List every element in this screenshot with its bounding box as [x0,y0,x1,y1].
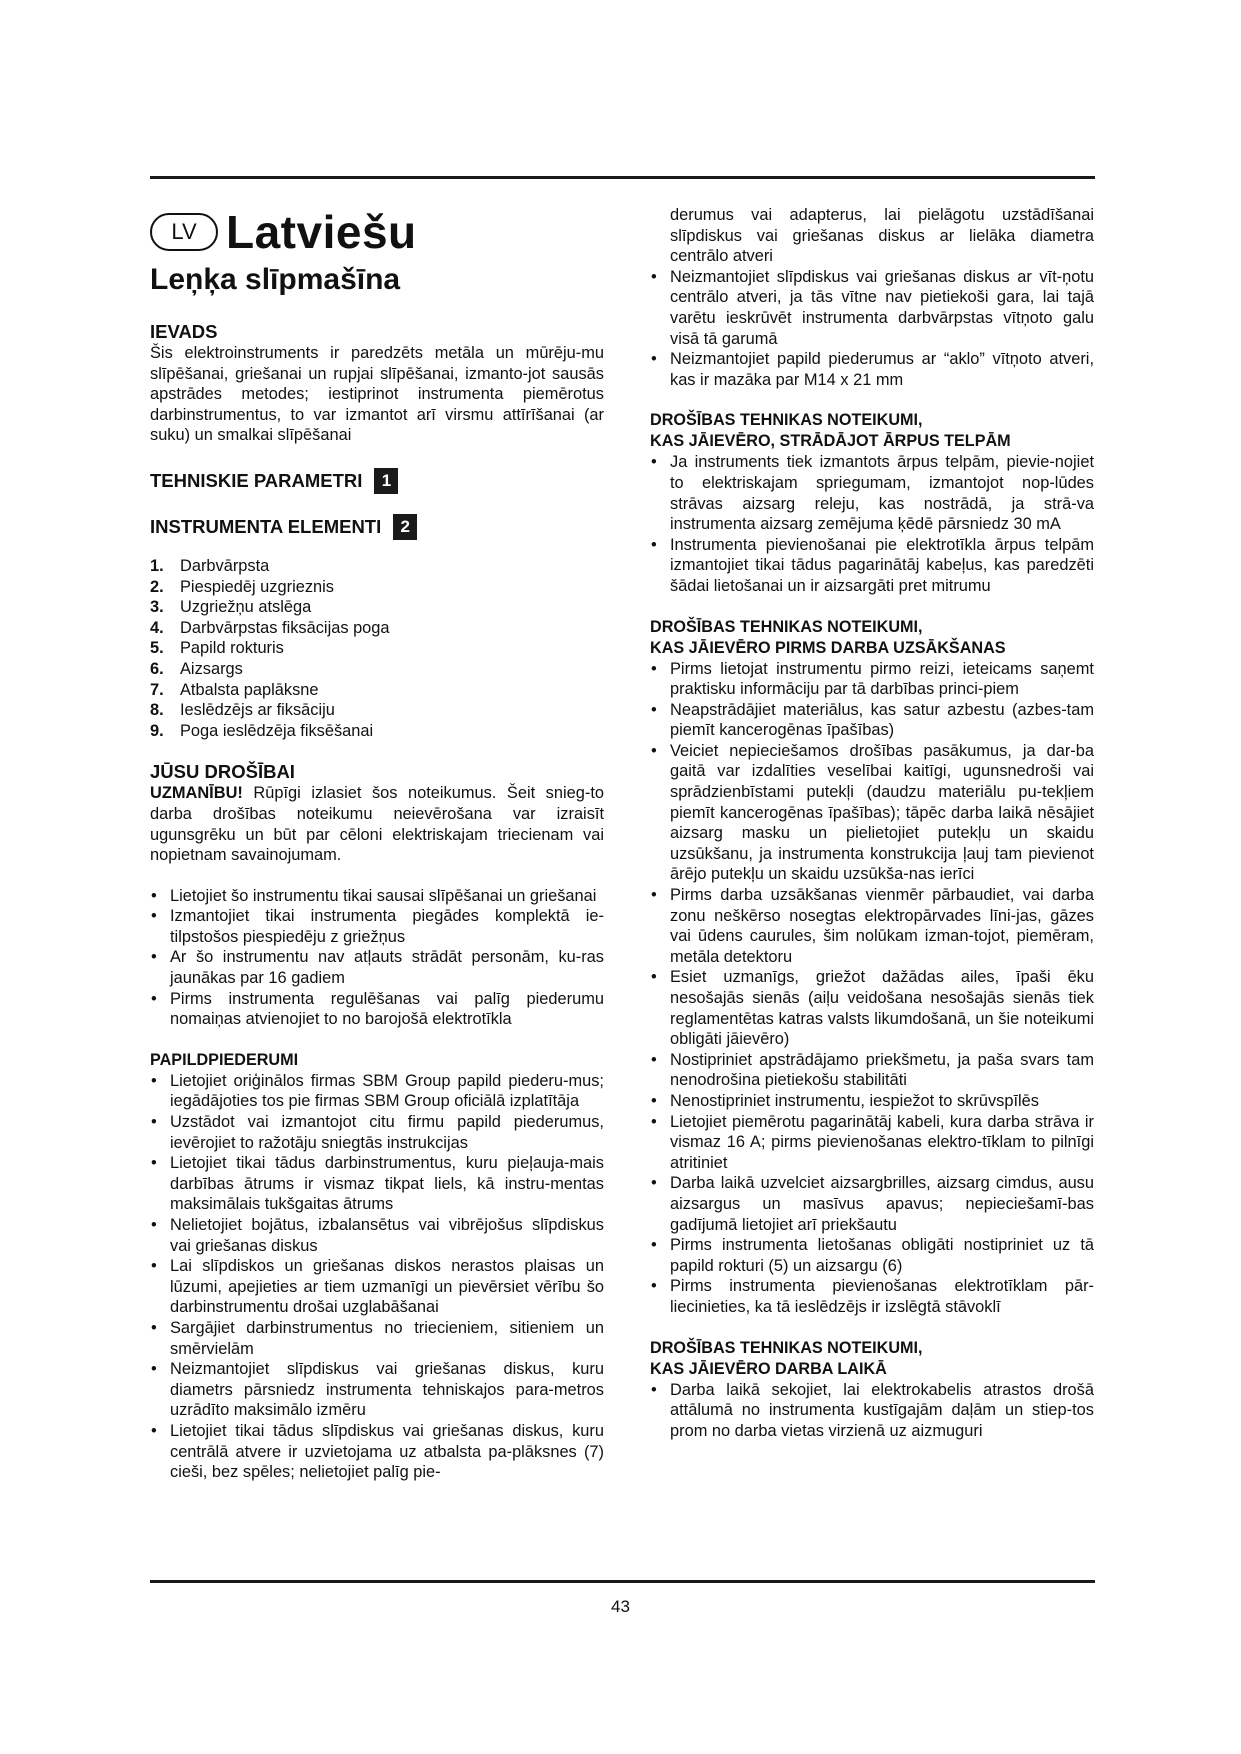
outdoor-safety-list [650,452,1094,596]
accessories-continuation: derumus vai adapterus, lai pielāgotu uzstādīšanai slīpdiskus vai griešanas diskus ar lielāka diametra centrālo atveri [670,206,1094,266]
accessories-list [150,1071,604,1483]
list-item: • Neizmantojiet papild piederumus ar “aklo” vītņoto atveri, kas ir mazāka par M14 x 21 mm [650,349,1094,390]
list-item: • Instrumenta pievienošanai pie elektrotīkla ārpus telpām izmantojiet tikai tādus pagarinātāj kabeļus, kas paredzēti šādai lietošanai un ir aizsargāti pret mitrumu [650,535,1094,597]
list-item: • Pirms instrumenta regulēšanas vai palīg piederumu nomaiņas atvienojiet to no barojošā elektrotīkla [150,989,604,1030]
left-column [150,205,604,1483]
list-item: • Sargājiet darbinstrumentus no triecieniem, sitieniem un smērvielām [150,1318,604,1359]
intro-heading: IEVADS [150,321,218,342]
list-item: • Neizmantojiet slīpdiskus vai griešanas diskus, kuru diametrs pārsniedz instrumenta tehniskajos para-metros uzrādīto maksimālo izmēru [150,1359,604,1421]
list-item: • Pirms lietojat instrumentu pirmo reizi, ieteicams saņemt praktisku informāciju par tā darbības princi-piem [650,659,1094,700]
list-item: • Ja instruments tiek izmantots ārpus telpām, pievie-nojiet to elektriskajam spriegumam, izmantojot nop-lūdes strāvas aizsarg releju, kas nostrādā, ja strā-va instrumenta aizsarg zemējuma ķēdē pārsniedz 30 mA [650,452,1094,534]
technical-parameters-heading [150,468,604,494]
list-item: 1. Darbvārpsta [150,556,270,575]
list-item: • Lietojiet tikai tādus darbinstrumentus, kuru pieļauja-mais darbības ātrums ir vismaz tikpat liels, kā instru-mentas maksimālais tukšgaitas ātrums [150,1153,604,1215]
list-item: • Pirms instrumenta lietošanas obligāti nostipriniet uz tā papild rokturi (5) un aizsargu (6) [650,1235,1094,1276]
during-work-safety-list [650,1380,1094,1442]
bottom-rule [150,1580,1095,1583]
list-item: • Veiciet nepieciešamos drošības pasākumus, ja dar-ba gaitā var izdalīties veselībai kaitīgi, ugunsnedroši vai sprādzienbīstami putekļi (daudzu materiālu pu-tekļiem piemīt kancerogēnas īpašības); tāpēc darba laikā nēsājiet aizsarg masku un pielietojiet putekļu un skaidu uzsūkšanu, ja instrumenta konstrukcija ļauj tam pievienot ārējo putekļu un skaidu uzsūkša-nas ierīci [650,741,1094,885]
figure-reference-badge: 2 [393,514,417,540]
accessories-list-continued [650,267,1094,391]
warning-label: UZMANĪBU! [150,784,243,803]
top-rule [150,176,1095,179]
intro-text: Šis elektroinstruments ir paredzēts metāla un mūrēju-mu slīpēšanai, griešanai un rupjai slīpēšanai, izmanto-jot sausās apstrādes metodes; iestiprinot instrumenta piemērotus darbinstrumentus, to var izmantot arī virsmu attīrīšanai (ar suku) un smalkai slīpēšanai [150,344,604,445]
list-item: • Uzstādot vai izmantojot citu firmu papild piederumus, ievērojiet to ražotāju sniegtās instrukcijas [150,1112,604,1153]
list-item: • Pirms instrumenta pievienošanas elektrotīklam pār-liecinieties, ka tā ieslēdzējs ir izslēgtā stāvoklī [650,1276,1094,1317]
list-item: • Neapstrādājiet materiālus, kas satur azbestu (azbes-tam piemīt kancerogēnas īpašības) [650,700,1094,741]
list-item: • Lietojiet tikai tādus slīpdiskus vai griešanas diskus, kuru centrālā atvere ir uzvietojama uz atbalsta pa-plāksnes (7) cieši, bez spēles; nelietojiet palīg pie- [150,1421,604,1483]
before-start-safety-heading: DROŠĪBAS TEHNIKAS NOTEIKUMI, KAS JĀIEVĒRO PIRMS DARBA UZSĀKŠANAS [650,617,1006,657]
list-item: • Neizmantojiet slīpdiskus vai griešanas diskus ar vīt-ņotu centrālo atveri, ja tās vītne nav pietiekoši gara, lai tajā varētu ieskrūvēt instrumenta darbvārpstas vītņoto galu visā tā garumā [650,267,1094,349]
list-item: 8. Ieslēdzējs ar fiksāciju [150,701,335,720]
tool-elements-heading [150,514,604,540]
right-column [650,205,1094,1441]
list-item: • Izmantojiet tikai instrumenta piegādes komplektā ie-tilpstošos piespiedēju z griežņus [150,906,604,947]
list-item: 4. Darbvārpstas fiksācijas poga [150,618,390,637]
figure-reference-badge: 1 [374,468,398,494]
list-item: • Nostipriniet apstrādājamo priekšmetu, ja paša svars tam nenodrošina pietiekošu stabilitāti [650,1050,1094,1091]
language-title: Latviešu [226,206,417,258]
document-title: Leņķa slīpmašīna [150,263,401,296]
list-item: • Lietojiet šo instrumentu tikai sausai slīpēšanai un griešanai [150,886,604,907]
page-number: 43 [611,1597,630,1616]
list-item: 2. Piespiedēj uzgrieznis [150,577,334,596]
list-item: • Nelietojiet bojātus, izbalansētus vai vibrējošus slīpdiskus vai griešanas diskus [150,1215,604,1256]
list-item: 9. Poga ieslēdzēja fiksēšanai [150,721,374,740]
safety-list [150,886,604,1030]
warning-text: Rūpīgi izlasiet šos noteikumus. Šeit snieg-to darba drošības noteikumu neievērošana var izraisīt ugunsgrēku un būt par cēloni elektriskajam triecienam vai nopietnam savainojumam. [150,784,604,865]
list-item: 7. Atbalsta paplāksne [150,680,319,699]
outdoor-safety-heading: DROŠĪBAS TEHNIKAS NOTEIKUMI, KAS JĀIEVĒRO, STRĀDĀJOT ĀRPUS TELPĀM [650,411,1011,451]
list-item: • Lietojiet oriģinālos firmas SBM Group papild piederu-mus; iegādājoties tos pie firmas SBM Group oficiālā izplatītāja [150,1071,604,1112]
safety-heading: JŪSU DROŠĪBAI [150,761,295,783]
list-item: • Esiet uzmanīgs, griežot dažādas ailes, īpaši ēku nesošajās sienās (aiļu veidošana nesošajās sienās tiek reglamentētas katras valsts likumdošanā, un šie noteikumi obligāti jāievēro) [650,967,1094,1049]
list-item: • Pirms darba uzsākšanas vienmēr pārbaudiet, vai darba zonu neškērso nosegtas elektropārvades līni-jas, gāzes vai ūdens caurules, šim nolūkam izman-tojot, piemēram, metāla detektoru [650,885,1094,967]
list-item: • Nenostipriniet instrumentu, iespiežot to skrūvspīlēs [650,1091,1094,1112]
safety-warning [150,783,604,865]
list-item: 6. Aizsargs [150,659,243,678]
during-work-safety-heading: DROŠĪBAS TEHNIKAS NOTEIKUMI, KAS JĀIEVĒRO DARBA LAIKĀ [650,1338,923,1378]
list-item: • Lietojiet piemērotu pagarinātāj kabeli, kura darba strāva ir vismaz 16 A; pirms pievienošanas elektro-tīklam to pilnīgi atritiniet [650,1112,1094,1174]
technical-parameters-label: TEHNISKIE PARAMETRI [150,469,363,491]
accessories-heading: PAPILDPIEDERUMI [150,1050,299,1069]
before-start-safety-list [650,659,1094,1318]
tool-elements-label: INSTRUMENTA ELEMENTI [150,515,382,537]
tool-elements-list [150,556,604,741]
list-item: • Darba laikā sekojiet, lai elektrokabelis atrastos drošā attālumā no instrumenta kustīgajām daļām un stiep-tos prom no darba vietas virzienā uz aizmuguri [650,1380,1094,1442]
list-item: 3. Uzgriežņu atslēga [150,598,312,617]
list-item: • Ar šo instrumentu nav atļauts strādāt personām, ku-ras jaunākas par 16 gadiem [150,947,604,988]
language-code-badge: LV [150,213,218,251]
list-item: • Darba laikā uzvelciet aizsargbrilles, aizsarg cimdus, ausu aizsargus un masīvus apavus; nepieciešamī-bas gadījumā lietojiet arī priekšautu [650,1173,1094,1235]
language-header [150,207,604,257]
list-item: • Lai slīpdiskos un griešanas diskos nerastos plaisas un lūzumi, apejieties ar tiem uzmanīgi un pievērsiet vērību šo darbinstrumentu drošai uzglabāšanai [150,1256,604,1318]
list-item: 5. Papild rokturis [150,639,284,658]
